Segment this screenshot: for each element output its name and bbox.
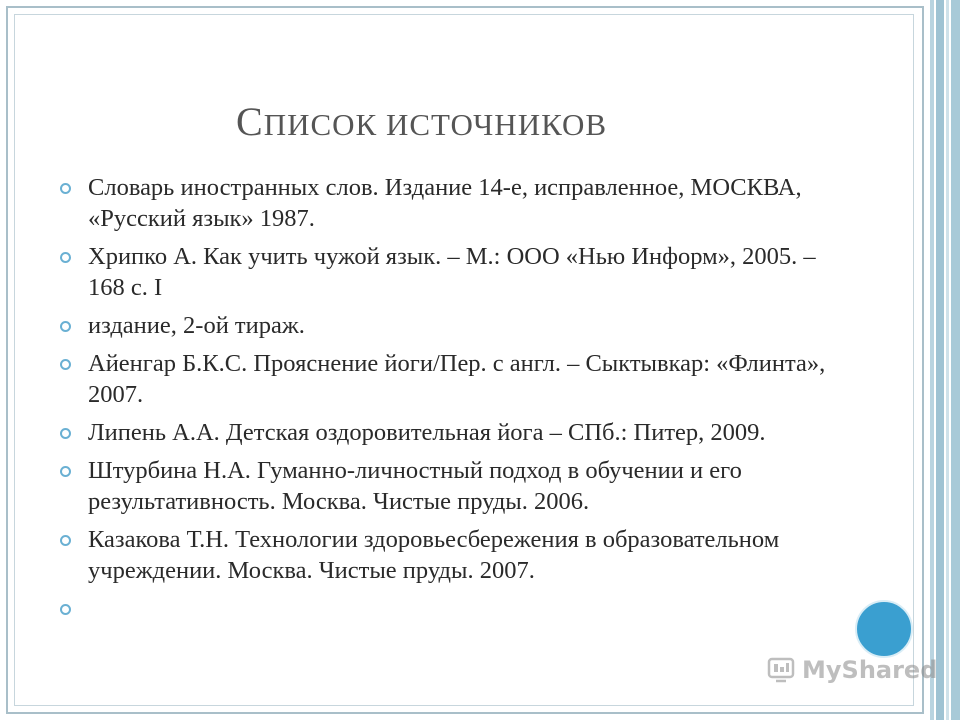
source-text: издание, 2-ой тираж.	[88, 312, 305, 339]
bullet-icon	[60, 604, 71, 615]
watermark-text: MyShared	[802, 656, 938, 684]
list-item	[60, 348, 830, 410]
bullet-icon	[60, 428, 71, 439]
myshared-logo-icon	[766, 655, 796, 685]
list-item	[60, 417, 830, 448]
title-first-letter: С	[236, 99, 264, 144]
slide-title	[236, 98, 607, 145]
list-item	[60, 172, 830, 234]
decorative-stripe	[951, 0, 960, 720]
source-text: Хрипко А. Как учить чужой язык. – М.: ООО «Нью Информ», 2005. – 168 с. I	[88, 243, 816, 301]
decorative-stripe	[946, 0, 949, 720]
source-text: Айенгар Б.К.С. Прояснение йоги/Пер. с англ. – Сыктывкар: «Флинта», 2007.	[88, 350, 826, 408]
title-rest: ПИСОК ИСТОЧНИКОВ	[263, 107, 608, 142]
bullet-icon	[60, 535, 71, 546]
bullet-icon	[60, 321, 71, 332]
source-text: Казакова Т.Н. Технологии здоровьесбережения в образовательном учреждении. Москва. Чистые пруды. 2007.	[88, 526, 780, 584]
bullet-icon	[60, 466, 71, 477]
sources-list	[60, 172, 830, 631]
list-item	[60, 310, 830, 341]
list-item	[60, 241, 830, 303]
decorative-circle	[855, 600, 913, 658]
bullet-icon	[60, 183, 71, 194]
list-item	[60, 524, 830, 586]
myshared-watermark	[766, 655, 937, 685]
list-item-empty	[60, 593, 830, 624]
source-text: Штурбина Н.А. Гуманно-личностный подход в обучении и его результативность. Москва. Чистые пруды. 2006.	[88, 457, 742, 515]
source-text: Словарь иностранных слов. Издание 14-е, исправленное, МОСКВА, «Русский язык» 1987.	[88, 174, 802, 232]
bullet-icon	[60, 359, 71, 370]
decorative-stripe	[936, 0, 944, 720]
bullet-icon	[60, 252, 71, 263]
source-text: Липень А.А. Детская оздоровительная йога – СПб.: Питер, 2009.	[88, 419, 766, 446]
list-item	[60, 455, 830, 517]
decorative-stripe	[930, 0, 934, 720]
